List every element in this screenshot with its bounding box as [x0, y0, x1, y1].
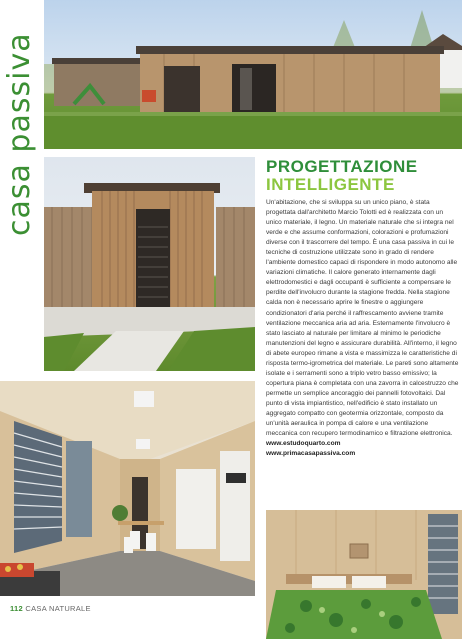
bedroom-illustration [266, 510, 462, 639]
bedroom-photo [266, 510, 462, 639]
magazine-name: CASA NATURALE [25, 604, 91, 613]
website-link-2[interactable]: www.primacasapassiva.com [266, 450, 356, 458]
interior-photo [0, 381, 255, 596]
house-exterior-illustration [44, 0, 462, 149]
entrance-illustration [44, 157, 255, 371]
article-body-paragraph: Un'abitazione, che si sviluppa su un unico piano, è stata progettata dall'architetto Marcio Tolotti ed è realizzata con un unico materiale, il legno. Un materiale naturale che si integra nel verde e che assume conformazioni, colorazioni e profumazioni diverse con il trascorrere del tempo. È una casa passiva in cui le tecniche di costruzione utilizzate sono in grado di rendere l'ambiente domestico capaci di rispondere in modo autonomo alle variazioni climatiche. Il calore generato internamente dagli elettrodomestici e dagli occupanti è sufficiente a compensare le perdite dell'involucro durante la stagione fredda. Nella stagione calda non è necessario aprire le finestre o aggiungere condizionatori d'aria perché il raffrescamento avviene tramite ventilazione meccanica aria ad aria. Esternamente l'involucro è stato lasciato al naturale per limitare al minimo le periodiche manutenzioni del legno e assicurare durabilità. All'interno, il legno di abete europeo rimane a vista e massimizza le caratteristiche di risposta termo-igrometrica del materiale. Le pareti sono altamente isolate e i serramenti sono a triplo vetro basso emissivo; la copertura piana è completata con una zavorra in calcestruzzo che permette un semplice ancoraggio dei pannelli fotovoltaici. Dal punto di vista impiantistico, nell'edificio è stato installato un aggregato compatto con geotermia orizzontale, composto da un'unità aeraulica in pompa di calore e una ventilazione meccanica con recupero termodinamico e filtrazione elettronica. [266, 199, 459, 438]
article-title-line-1: PROGETTAZIONE [266, 157, 418, 176]
interior-illustration [0, 381, 255, 596]
entrance-photo [44, 157, 255, 371]
article-title-line-2: INTELLIGENTE [266, 175, 395, 194]
article-body [266, 198, 459, 459]
house-exterior-photo [44, 0, 462, 149]
page-number: 112 [10, 604, 23, 613]
page-folio [10, 604, 91, 613]
section-label-text: casa passiva [2, 32, 37, 236]
website-link-1[interactable]: www.estudoquarto.com [266, 440, 341, 448]
